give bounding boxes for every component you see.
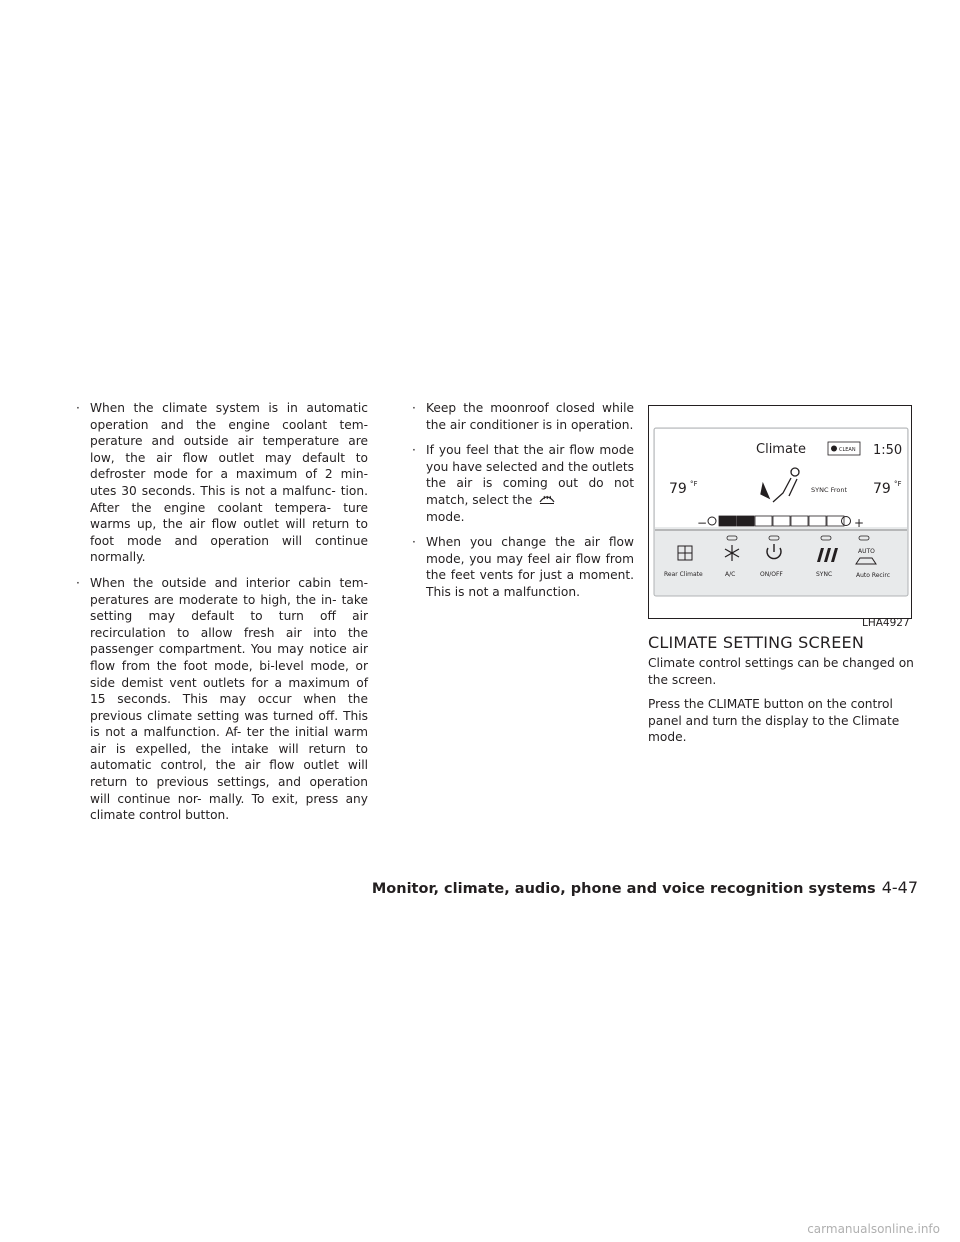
fan-plus-icon: + <box>854 516 865 530</box>
svg-text:A/C: A/C <box>725 571 736 578</box>
bullet-item <box>76 575 368 824</box>
screen-title: Climate <box>756 442 807 457</box>
svg-text:CLEAN: CLEAN <box>839 447 856 453</box>
bullet-item <box>412 442 634 525</box>
fan-level-segment <box>755 516 772 526</box>
svg-text:Rear Climate: Rear Climate <box>664 571 703 578</box>
bullet-item <box>76 400 368 566</box>
bullet-dot: · <box>76 575 80 590</box>
footer-chapter-title: Monitor, climate, audio, phone and voice recognition systems <box>371 881 876 897</box>
bullet-text: When the outside and interior cabin tem- peratures are moderate to high, the in- take setting may default to turn off air recirculation to allow fresh air into the passenger compartment. You may notice air flow from the foot mode, bi-level mode, or side demist vent outlets for a maximum of 15 seconds. This may occur when the previous climate setting was turned off. This is not a malfunction. Af- ter the initial warm air is expelled, the intake will return to automatic control, the air flow outlet will return to previous settings, and operation will continue nor- mally. To exit, press any climate control button. <box>90 575 368 823</box>
section-paragraph: Climate control settings can be changed on the screen. <box>648 656 914 687</box>
bullet-dot: · <box>412 401 416 415</box>
bullet-item <box>412 534 634 600</box>
climate-screen-illustration <box>649 406 913 620</box>
bullet-text: Keep the moonroof closed while the air conditioner is in operation. <box>426 401 634 432</box>
section-body <box>648 655 914 754</box>
fan-level-segment <box>737 516 754 526</box>
page-number: 4-47 <box>881 878 918 897</box>
right-temp-unit: °F <box>894 480 902 488</box>
left-temp-unit: °F <box>690 480 698 488</box>
fan-level-segment <box>773 516 790 526</box>
page-footer <box>372 878 918 897</box>
left-column <box>76 400 368 833</box>
bullet-text: When you change the air flow mode, you may feel air flow from the feet vents for just a moment. This is not a malfunction. <box>426 535 634 599</box>
figure-code: LHA4927 <box>862 617 910 629</box>
bullet-dot: · <box>412 535 416 550</box>
bullet-text: If you feel that the air flow mode you have selected and the outlets the air is coming out do not match, select the <box>426 443 635 507</box>
bullet-text: When the climate system is in automatic operation and the engine coolant tem- perature and outside air temperature are low, the air flow outlet may default to defroster mode for a maximum of 2 min- utes 30 seconds. This is not a malfunc- tion. After the engine coolant tempera- ture warms up, the air flow outlet will return to foot mode and operation will continue normally. <box>90 401 368 565</box>
climate-screen-figure <box>648 405 912 619</box>
fan-minus-icon: − <box>697 516 708 530</box>
svg-text:Auto Recirc: Auto Recirc <box>856 572 891 579</box>
fan-level-segment <box>809 516 826 526</box>
section-title: CLIMATE SETTING SCREEN <box>648 633 865 652</box>
section-paragraph: Press the CLIMATE button on the control panel and turn the display to the Climate mode. <box>648 697 900 745</box>
fan-level-segment <box>719 516 736 526</box>
bullet-dot: · <box>412 443 416 458</box>
middle-column <box>412 400 634 610</box>
left-temperature: 79 <box>669 481 687 497</box>
fan-level-segment <box>791 516 808 526</box>
watermark-text: carmanualsonline.info <box>807 1222 940 1236</box>
right-temperature: 79 <box>873 481 891 497</box>
rear-defroster-icon <box>539 493 555 505</box>
bullet-text-end: mode. <box>426 509 465 524</box>
bullet-item <box>412 400 634 433</box>
bullet-dot: · <box>76 401 80 415</box>
svg-text:ON/OFF: ON/OFF <box>760 571 783 578</box>
sync-front-label: SYNC Front <box>811 486 848 494</box>
svg-text:SYNC: SYNC <box>816 571 833 578</box>
clock-display: 1:50 <box>873 443 903 458</box>
svg-text:AUTO: AUTO <box>858 548 875 555</box>
